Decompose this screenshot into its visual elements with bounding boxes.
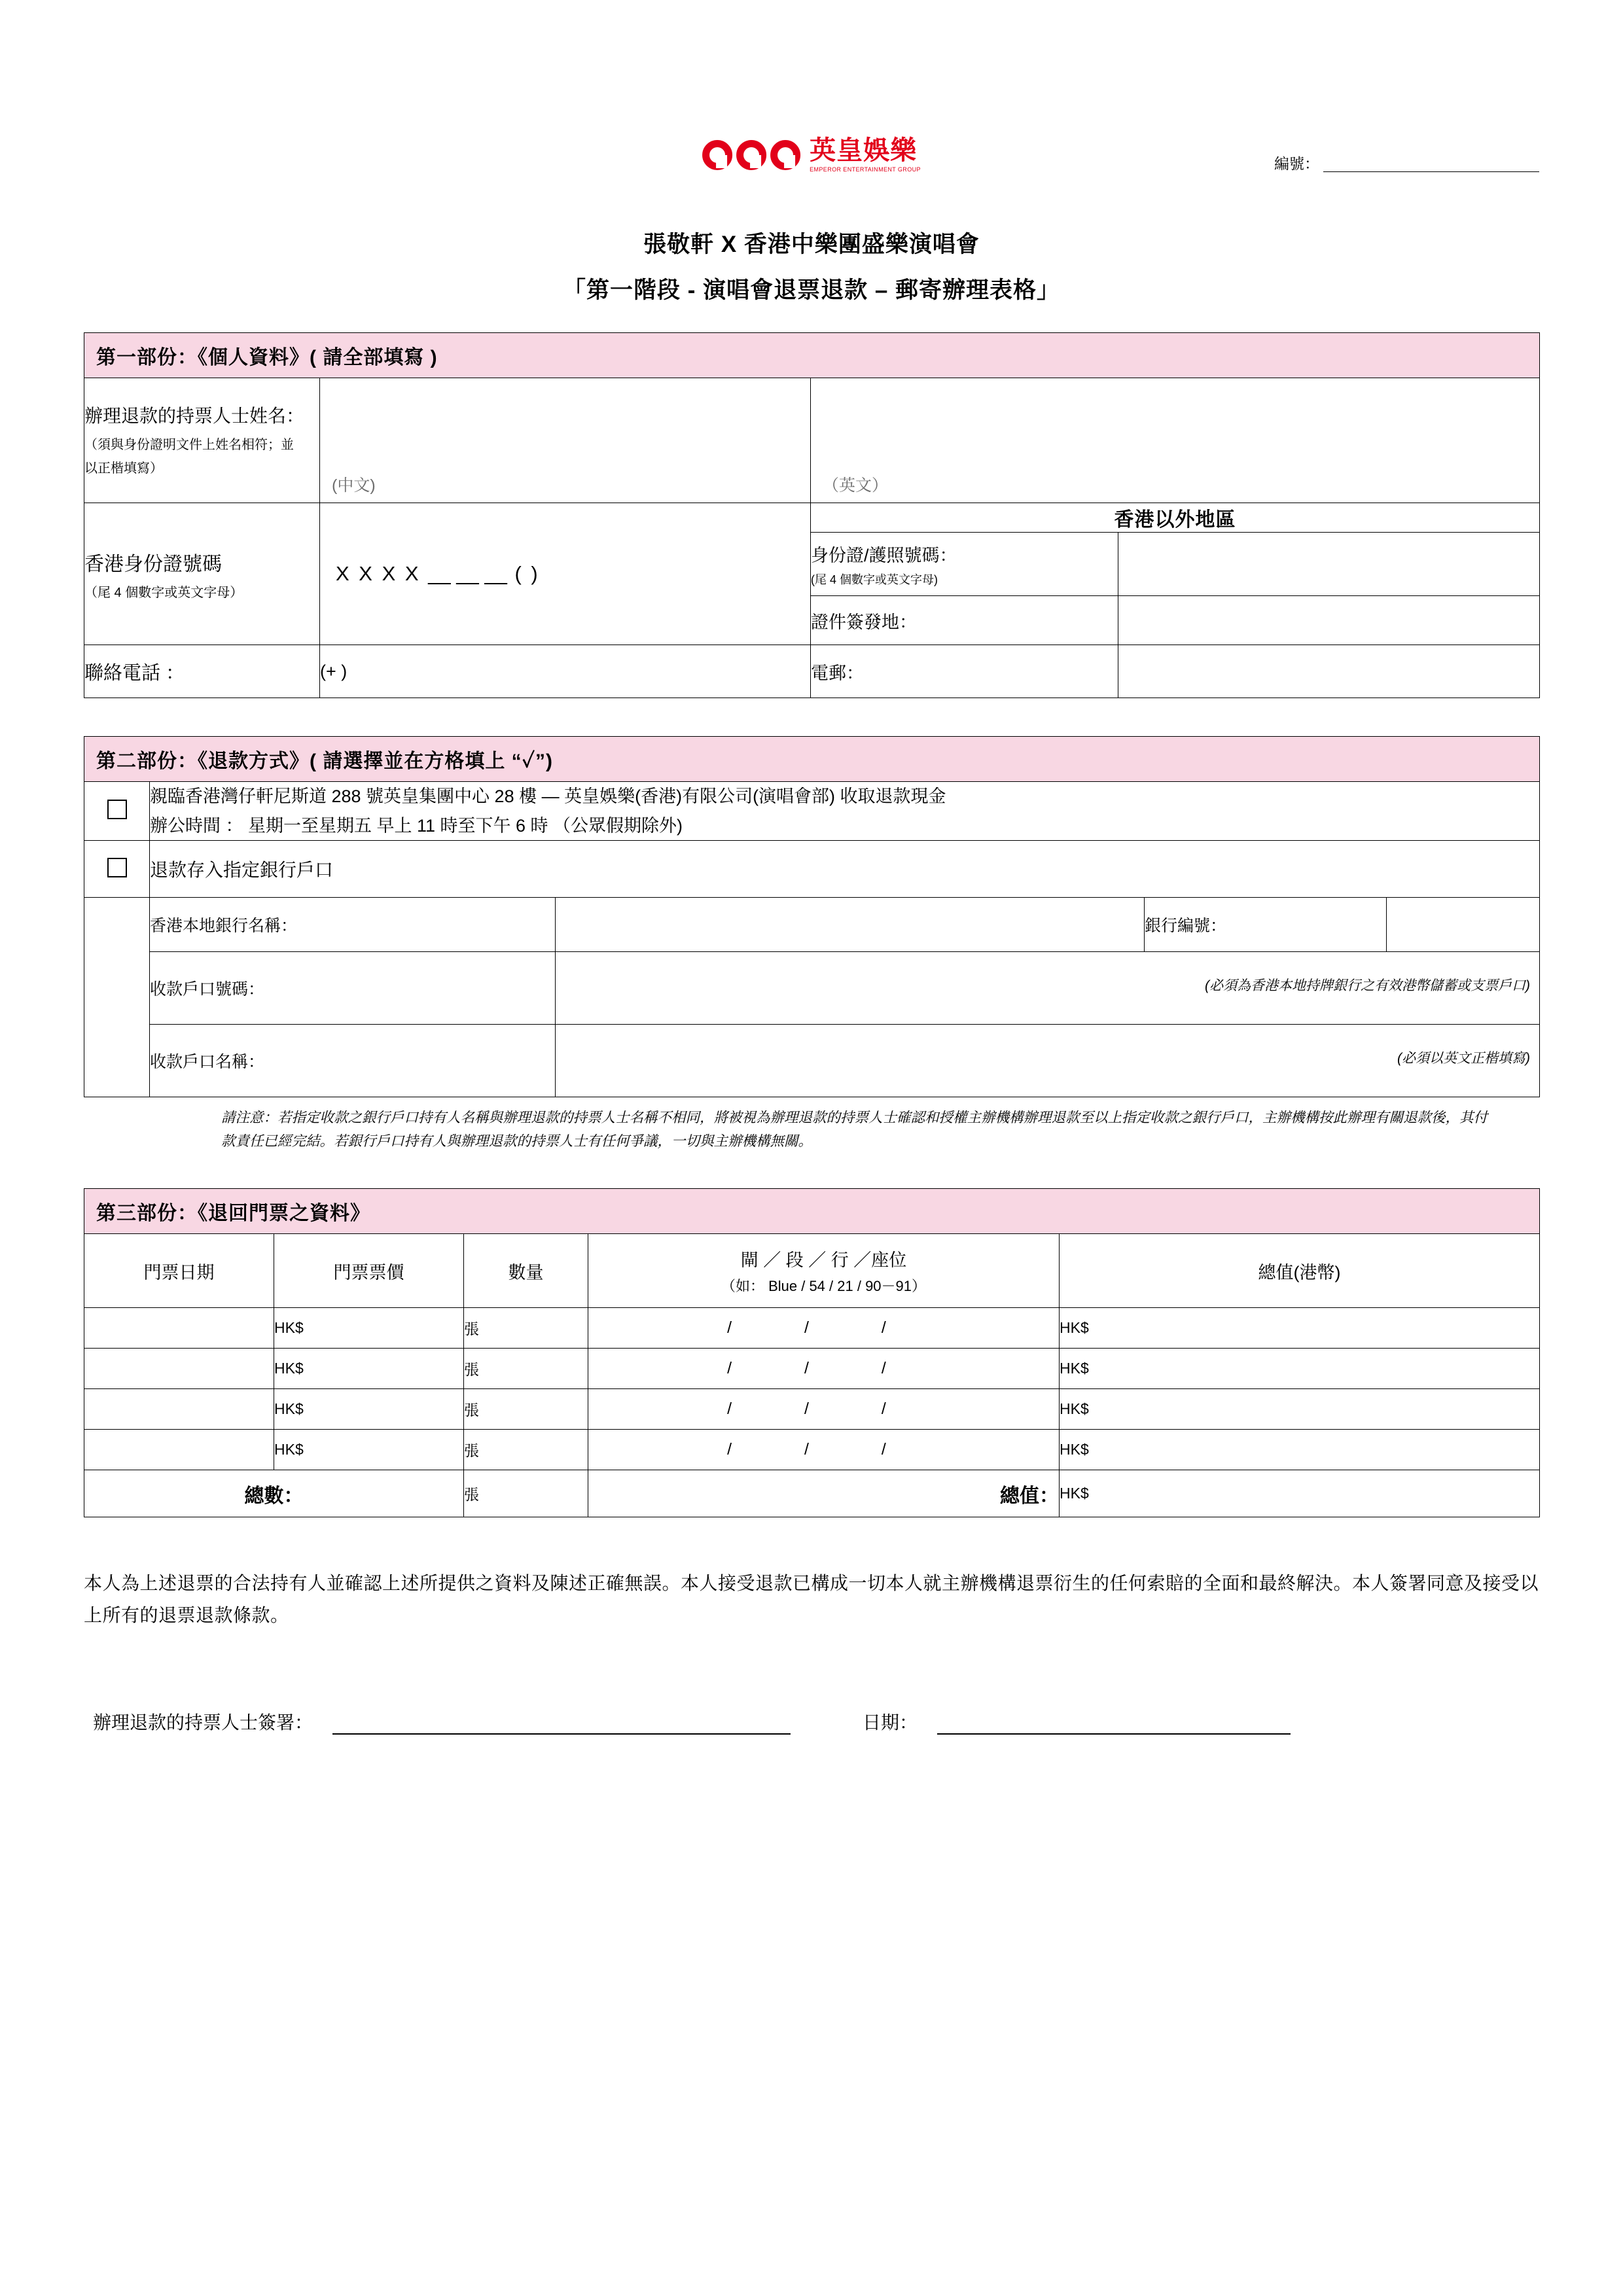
signature-row <box>84 1708 1539 1735</box>
sum-qty-label: 總數： <box>84 1470 464 1517</box>
cell-date[interactable] <box>84 1349 274 1389</box>
sum-total-value[interactable]: HK$ <box>1060 1470 1540 1517</box>
section-2-disclaimer: 請注意：若指定收款之銀行戶口持有人名稱與辦理退款的持票人士名稱不相同，將被視為辦理退款的持票人士確認和授權主辦機構辦理退款至以上指定收款之銀行戶口，主辦機構按此辦理有關退款後，其付款責任已經完結。若銀行戶口持有人與辦理退款的持票人士有任何爭議，一切與主辦機構無關。 <box>221 1110 1488 1149</box>
outside-hk-heading: 香港以外地區 <box>811 503 1540 533</box>
account-no-note: (必須為香港本地持牌銀行之有效港幣儲蓄或支票戶口) <box>1205 978 1530 994</box>
col-header-date: 門票日期 <box>84 1234 274 1308</box>
cell-price[interactable]: HK$ <box>274 1389 464 1430</box>
logo-text-cn: 英皇娛樂 <box>810 136 918 165</box>
personal-info-table <box>84 332 1540 698</box>
date-line[interactable] <box>937 1714 1291 1735</box>
section-1 <box>84 332 1539 698</box>
option-cash-text: 親臨香港灣仔軒尼斯道 288 號英皇集團中心 28 樓 — 英皇娛樂(香港)有限公司(演唱會部) 收取退款現金 辦公時間 ： 星期一至星期五 早上 11 時至下午 6 時 （公眾假期除外) <box>150 782 1540 841</box>
brand-logo <box>702 137 921 173</box>
name-chinese-tag: (中文) <box>332 476 376 495</box>
cell-price[interactable]: HK$ <box>274 1349 464 1389</box>
page-header <box>84 137 1539 209</box>
cell-qty[interactable]: 張 <box>464 1308 588 1349</box>
sum-qty-unit[interactable]: 張 <box>464 1470 588 1517</box>
cell-qty[interactable]: 張 <box>464 1389 588 1430</box>
issue-place-input[interactable] <box>1118 596 1540 645</box>
section-3-heading: 第三部份：《退回門票之資料》 <box>84 1189 1540 1234</box>
sum-total-label: 總值： <box>588 1470 1060 1517</box>
table-summary-row <box>84 1470 1540 1517</box>
name-english-tag: （英文） <box>823 476 889 495</box>
col-header-price: 門票票價 <box>274 1234 464 1308</box>
signature-line[interactable] <box>332 1714 791 1735</box>
cell-total[interactable]: HK$ <box>1060 1430 1540 1470</box>
col-header-seat: 閘 ／ 段 ／ 行 ／座位 （如： Blue / 54 / 21 / 90－91） <box>588 1234 1060 1308</box>
section-1-heading: 第一部份：《個人資料》( 請全部填寫 ) <box>84 333 1540 378</box>
col-header-qty: 數量 <box>464 1234 588 1308</box>
name-english-input[interactable] <box>811 378 1540 503</box>
issue-place-label: 證件簽發地： <box>811 596 1118 645</box>
declaration-paragraph: 本人為上述退票的合法持有人並確認上述所提供之資料及陳述正確無誤。本人接受退款已構成一切本人就主辦機構退票衍生的任何索賠的全面和最終解決。本人簽署同意及接受以上所有的退票退款條款。 <box>84 1573 1539 1626</box>
email-label: 電郵： <box>811 645 1118 698</box>
account-name-input[interactable] <box>556 1025 1540 1097</box>
account-no-input[interactable] <box>556 952 1540 1025</box>
col-header-total: 總值(港幣) <box>1060 1234 1540 1308</box>
option-cash-checkbox[interactable] <box>84 782 150 841</box>
cell-date[interactable] <box>84 1430 274 1470</box>
table-row[interactable] <box>84 1308 1540 1349</box>
form-title: 「第一階段 - 演唱會退票退款 – 郵寄辦理表格」 <box>562 277 1061 303</box>
option-bank-checkbox[interactable] <box>84 841 150 898</box>
concert-title: 張敬軒 X 香港中樂團盛樂演唱會 <box>643 232 980 257</box>
cell-total[interactable]: HK$ <box>1060 1349 1540 1389</box>
cell-seat[interactable]: / / / <box>588 1389 1060 1430</box>
table-row[interactable] <box>84 1430 1540 1470</box>
email-input[interactable] <box>1118 645 1540 698</box>
section-2-heading: 第二部份：《退款方式》( 請選擇並在方格填上 “✓”) <box>84 737 1540 782</box>
signature-label: 辦理退款的持票人士簽署： <box>93 1712 313 1733</box>
name-chinese-input[interactable] <box>320 378 811 503</box>
logo-text-en: EMPEROR ENTERTAINMENT GROUP <box>810 166 921 173</box>
refund-method-table <box>84 736 1540 1097</box>
cell-price[interactable]: HK$ <box>274 1430 464 1470</box>
date-label: 日期： <box>863 1712 918 1733</box>
passport-input[interactable] <box>1118 533 1540 596</box>
account-no-label: 收款戶口號碼： <box>150 952 556 1025</box>
bank-code-label: 銀行編號： <box>1145 898 1387 952</box>
section-2 <box>84 736 1539 1153</box>
cell-date[interactable] <box>84 1308 274 1349</box>
option-bank-text: 退款存入指定銀行戶口 <box>150 841 1540 898</box>
cell-price[interactable]: HK$ <box>274 1308 464 1349</box>
cell-seat[interactable]: / / / <box>588 1349 1060 1389</box>
hkid-mask: X X X X __ __ __ ( ) <box>336 562 540 585</box>
cell-qty[interactable]: 張 <box>464 1349 588 1389</box>
logo-rings-icon <box>702 140 800 170</box>
phone-label: 聯絡電話 ： <box>84 645 320 698</box>
bank-name-input[interactable] <box>556 898 1145 952</box>
cell-total[interactable]: HK$ <box>1060 1308 1540 1349</box>
serial-blank-line[interactable] <box>1323 157 1539 172</box>
cell-seat[interactable]: / / / <box>588 1430 1060 1470</box>
section-3 <box>84 1188 1539 1517</box>
cell-seat[interactable]: / / / <box>588 1308 1060 1349</box>
cell-total[interactable]: HK$ <box>1060 1389 1540 1430</box>
phone-input[interactable]: (+ ) <box>320 645 811 698</box>
passport-label: 身份證/護照號碼： (尾 4 個數字或英文字母) <box>811 533 1118 596</box>
serial-number-field[interactable] <box>1274 152 1539 173</box>
hkid-label: 香港身份證號碼 （尾 4 個數字或英文字母） <box>84 503 320 645</box>
applicant-name-label: 辦理退款的持票人士姓名： （須與身份證明文件上姓名相符；並 以正楷填寫） <box>84 378 320 503</box>
cell-date[interactable] <box>84 1389 274 1430</box>
bank-code-input[interactable] <box>1387 898 1540 952</box>
bank-name-label: 香港本地銀行名稱： <box>150 898 556 952</box>
serial-label: 編號： <box>1274 155 1319 172</box>
table-row[interactable] <box>84 1349 1540 1389</box>
account-name-note: (必須以英文正楷填寫) <box>1397 1051 1530 1067</box>
hkid-input[interactable] <box>320 503 811 645</box>
account-name-label: 收款戶口名稱： <box>150 1025 556 1097</box>
ticket-info-table <box>84 1188 1540 1517</box>
cell-qty[interactable]: 張 <box>464 1430 588 1470</box>
table-row[interactable] <box>84 1389 1540 1430</box>
